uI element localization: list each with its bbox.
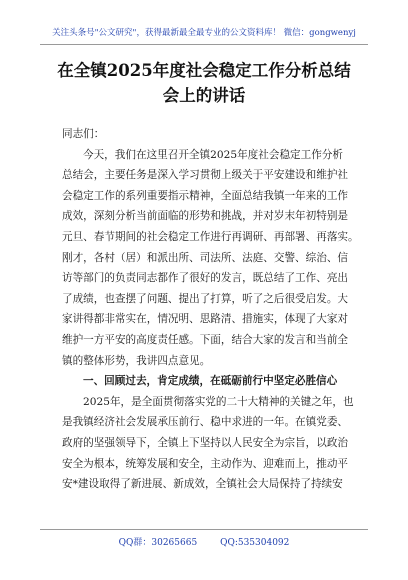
paragraph-line: 了成绩，也查摆了问题、提出了打算，听了之后很受启发。大 xyxy=(62,292,349,305)
header-banner: 关注头条号"公文研究"，获得最新最全最专业的公文资料库！ 微信：gongwenyj xyxy=(52,28,356,38)
footer-qq: QQ:535304092 xyxy=(220,538,290,548)
paragraph-line: 元旦、春节期间的社会稳定工作进行再调研、再部署、再落实。 xyxy=(62,230,359,243)
paragraph-line: 镇的整体形势，我讲四点意见。 xyxy=(62,354,211,367)
footer-divider xyxy=(40,529,368,530)
title-line: 在全镇2025年度社会稳定工作分析总结 xyxy=(57,61,351,80)
paragraph-line: 政府的坚强领导下，全镇上下坚持以人民安全为宗旨，以政治 xyxy=(62,436,349,449)
document-body xyxy=(62,124,362,495)
paragraph-line: 维护一方平安的高度责任感。下面，结合大家的发言和当前全 xyxy=(62,333,349,346)
section-heading: 一、回顾过去，肯定成绩，在砥砺前行中坚定必胜信心 xyxy=(83,375,338,388)
paragraph-line: 总结会，主要任务是深入学习贯彻上级关于平安建设和维护社 xyxy=(62,169,349,182)
paragraph-line: 家讲得都非常实在，情况明、思路清、措施实，体现了大家对 xyxy=(62,313,349,326)
paragraph-line: 安*建设取得了新进展、新成效，全镇社会大局保持了持续安 xyxy=(62,478,343,491)
paragraph-line: 访等部门的负责同志都作了很好的发言，既总结了工作、亮出 xyxy=(62,272,349,285)
header-divider xyxy=(40,44,368,45)
paragraph-line: 安全为根本，统筹发展和安全，主动作为、迎难而上，推动平 xyxy=(62,457,349,470)
paragraph-line: 刚才，各村（居）和派出所、司法所、法庭、交警、综治、信 xyxy=(62,251,349,264)
paragraph-line: 今天，我们在这里召开全镇2025年度社会稳定工作分析 xyxy=(83,148,344,161)
footer-qq-group: QQ群：30265665 xyxy=(118,538,198,548)
footer xyxy=(0,535,408,548)
paragraph-line: 成效，深刻分析当前面临的形势和挑战，并对岁末年初特别是 xyxy=(62,210,349,223)
paragraph-line: 会稳定工作的系列重要指示精神，全面总结我镇一年来的工作 xyxy=(62,189,349,202)
page-title xyxy=(40,58,368,108)
paragraph-line: 是我镇经济社会发展承压前行、稳中求进的一年。在镇党委、 xyxy=(62,416,349,429)
salutation: 同志们： xyxy=(62,128,105,140)
title-line: 会上的讲话 xyxy=(162,86,246,105)
paragraph-line: 2025年，是全面贯彻落实党的二十大精神的关键之年，也 xyxy=(83,395,354,408)
